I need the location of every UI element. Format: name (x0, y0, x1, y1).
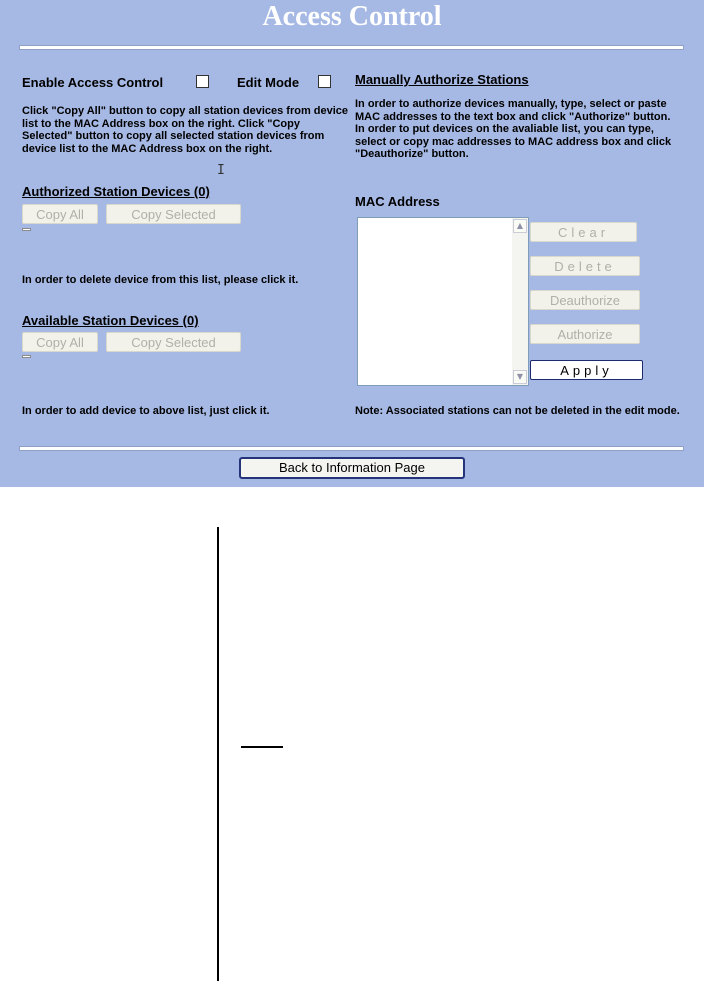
edit-mode-checkbox[interactable] (318, 75, 331, 88)
available-copy-all-button[interactable]: Copy All (22, 332, 98, 352)
manual-instructions: In order to authorize devices manually, type, select or paste MAC addresses to the text box and click "Authorize" button. In order to put devices on the avaliable list, you can type, select or copy mac addresses to MAC address box and click "Deauthorize" button. (355, 98, 672, 161)
mac-address-label: MAC Address (355, 194, 440, 209)
access-control-panel (0, 0, 704, 487)
enable-access-control-label: Enable Access Control (22, 75, 164, 90)
mac-address-textbox[interactable] (357, 217, 529, 386)
copy-instructions: Click "Copy All" button to copy all station devices from device list to the MAC Address box on the right. Click "Copy Selected" button to copy all selected station devices from device list to the MAC Address box on the right. (22, 105, 349, 155)
authorize-button[interactable]: Authorize (530, 324, 640, 344)
available-copy-selected-button[interactable]: Copy Selected (106, 332, 241, 352)
authorized-copy-selected-button[interactable]: Copy Selected (106, 204, 241, 224)
scroll-down-arrow-icon[interactable]: ▼ (513, 370, 527, 384)
mac-scrollbar[interactable] (512, 218, 528, 385)
available-device-list[interactable] (22, 355, 31, 358)
clear-button[interactable]: Clear (530, 222, 637, 242)
delete-button[interactable]: Delete (530, 256, 640, 276)
authorized-devices-heading: Authorized Station Devices (0) (22, 184, 210, 199)
apply-button[interactable]: Apply (530, 360, 643, 380)
horizontal-mark-line (241, 746, 283, 748)
edit-mode-label: Edit Mode (237, 75, 300, 90)
available-devices-heading: Available Station Devices (0) (22, 313, 199, 328)
authorized-copy-all-button[interactable]: Copy All (22, 204, 98, 224)
vertical-divider-line (217, 527, 219, 981)
deauthorize-button[interactable]: Deauthorize (530, 290, 640, 310)
manual-authorize-heading: Manually Authorize Stations (355, 72, 529, 87)
bottom-divider (19, 446, 684, 451)
authorized-delete-note: In order to delete device from this list, please click it. (22, 274, 299, 286)
back-to-information-page-button[interactable]: Back to Information Page (239, 457, 465, 479)
text-cursor-icon: I (217, 163, 225, 178)
top-divider (19, 45, 684, 50)
enable-access-control-checkbox[interactable] (196, 75, 209, 88)
page-title: Access Control (262, 1, 442, 32)
edit-mode-note: Note: Associated stations can not be deleted in the edit mode. (355, 405, 680, 417)
authorized-device-list[interactable] (22, 228, 31, 231)
scroll-up-arrow-icon[interactable]: ▲ (513, 219, 527, 233)
available-add-note: In order to add device to above list, just click it. (22, 405, 270, 417)
